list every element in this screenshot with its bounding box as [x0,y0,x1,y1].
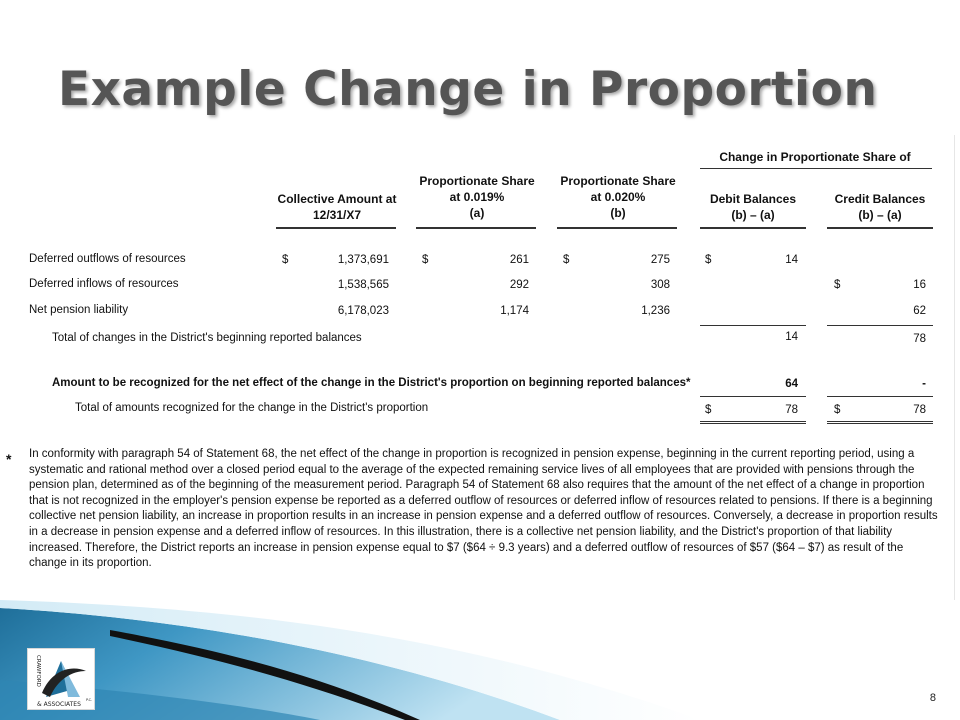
currency-symbol: $ [282,254,289,266]
currency-symbol: $ [834,279,841,291]
col-header-collective [276,191,398,223]
logo-suffix-text: P.C. [86,698,93,702]
credit-amount: 16 [913,279,926,291]
currency-symbol: $ [705,404,712,416]
total-rule-credit [827,396,933,397]
logo-vertical-text: CRAWFORD [35,655,41,687]
collective-amount: 1,538,565 [337,279,389,291]
total-recognized-credit: 78 [913,404,926,416]
currency-symbol: $ [422,254,429,266]
subtotal-rule-credit [827,325,933,326]
col-header-credit-line1: Credit Balances [834,192,926,206]
amount-recognized-label: Amount to be recognized for the net effect of the change in the District's proportion on beginning reported balances* [52,377,691,389]
header-rule-credit [827,227,933,229]
double-rule-debit [700,421,806,424]
col-header-share-a [416,173,538,221]
total-recognized-debit: 78 [785,404,798,416]
page-number: 8 [929,692,936,704]
share-b-amount: 1,236 [641,305,670,317]
col-header-share-b-line3: (b) [610,206,626,220]
share-a-amount: 261 [509,254,529,266]
double-rule-credit [827,421,933,424]
col-header-share-b [557,173,679,221]
collective-amount: 1,373,691 [337,254,389,266]
footer-swoosh [0,600,960,720]
col-header-collective-line1: Collective Amount at [277,192,397,206]
logo-bottom-text: & ASSOCIATES [37,701,81,708]
change-in-proportion-table [0,135,955,435]
col-header-credit-line2: (b) – (a) [858,208,902,222]
row-label: Deferred outflows of resources [29,253,186,265]
group-header: Change in Proportionate Share of [719,150,911,164]
total-changes-credit: 78 [913,333,926,345]
table-image-frame [0,135,955,600]
slide-title: Example Change in Proportion [58,62,878,117]
col-header-share-a-line3: (a) [469,206,485,220]
debit-amount: 14 [785,254,798,266]
group-header-rule [700,168,932,169]
share-a-amount: 292 [509,279,529,291]
amount-recognized-debit: 64 [785,378,798,390]
total-changes-debit: 14 [785,331,798,343]
credit-amount: 62 [913,305,926,317]
logo-graphic [28,649,94,709]
subtotal-rule-debit [700,325,806,326]
collective-amount: 6,178,023 [337,305,389,317]
col-header-share-b-line2: at 0.020% [590,190,646,204]
amount-recognized-credit: - [922,378,926,390]
currency-symbol: $ [834,404,841,416]
share-b-amount: 275 [650,254,670,266]
header-rule-b [557,227,677,229]
total-rule-debit [700,396,806,397]
share-b-amount: 308 [650,279,670,291]
footnote-marker: * [6,451,12,467]
col-header-debit [700,191,806,223]
currency-symbol: $ [705,254,712,266]
currency-symbol: $ [563,254,570,266]
col-header-collective-line2: 12/31/X7 [312,208,362,222]
col-header-debit-line2: (b) – (a) [731,208,775,222]
share-a-amount: 1,174 [500,305,529,317]
company-logo [27,648,95,710]
total-recognized-label: Total of amounts recognized for the change in the District's proportion [75,402,429,414]
total-changes-label: Total of changes in the District's beginning reported balances [52,332,362,344]
col-header-share-b-line1: Proportionate Share [560,174,676,188]
row-label: Net pension liability [29,304,129,316]
header-rule-a [416,227,536,229]
col-header-share-a-line2: at 0.019% [449,190,505,204]
header-rule-collective [276,227,396,229]
footnote-text: In conformity with paragraph 54 of Statement 68, the net effect of the change in proportion is recognized in pension expense, beginning in the current reporting period, using a systematic and rational method over a closed period equal to the average of the expected remaining service lives of all employees that are provided with pensions through the pension plan, determined as of the beginning of the measurement period. Paragraph 54 of Statement 68 also requires that the amount of the net effect of a change in proportion that is not recognized in the employer's pension expense be reported as a deferred outflow of resources or deferred inflow of resources related to pensions. If there is a beginning collective net pension liability, an increase in proportion results in an increase in pension expense and a deferred outflow of resources. Conversely, a decrease in proportion results in a decrease in pension expense and a deferred inflow of resources. In this illustration, there is a collective net pension liability, and the District's proportion of that liability increased. Therefore, the District reports an increase in pension expense equal to $7 ($64 ÷ 9.3 years) and a deferred outflow of resources of $57 ($64 – $7) as result of the change in its proportion. [29,448,938,570]
header-rule-debit [700,227,806,229]
col-header-share-a-line1: Proportionate Share [419,174,535,188]
col-header-credit [827,191,933,223]
col-header-debit-line1: Debit Balances [709,192,797,206]
row-label: Deferred inflows of resources [29,278,179,290]
